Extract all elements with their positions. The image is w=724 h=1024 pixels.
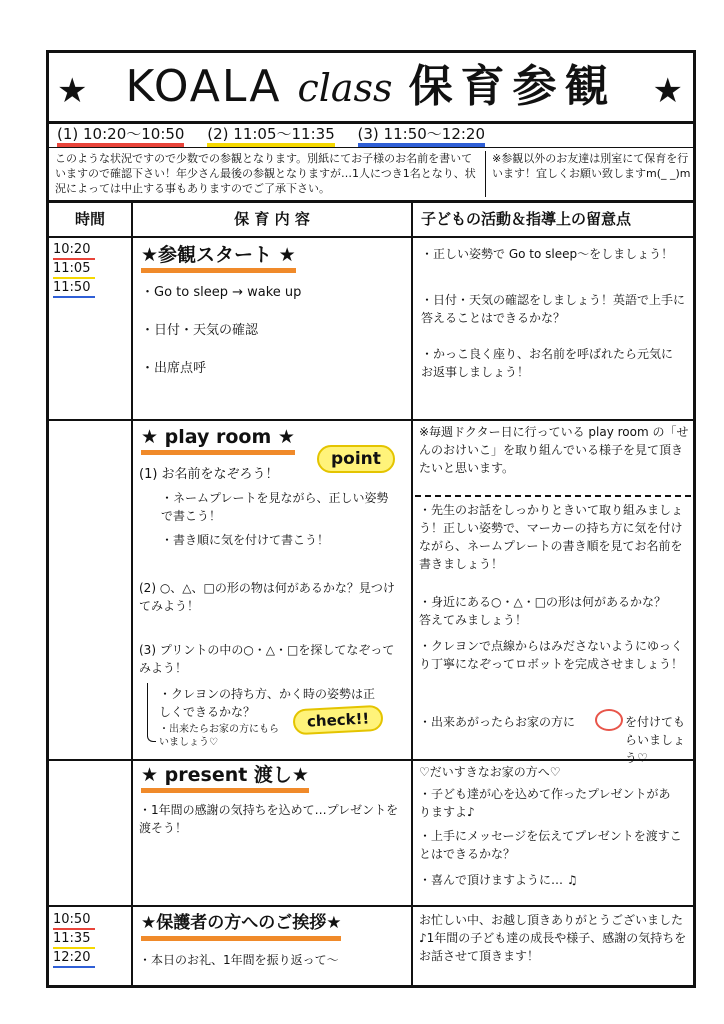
section-3-content	[133, 761, 411, 903]
header-notes: 子どもの活動＆指導上の留意点	[421, 210, 632, 228]
row-divider	[49, 905, 693, 907]
title-main: 保育参観	[408, 61, 617, 112]
dashed-divider	[415, 495, 691, 497]
info-other-children: ※参観以外のお友達は別室にて保育を行います！宜しくお願い致しますm(_ _)m	[485, 151, 692, 197]
star-icon: ★	[652, 71, 685, 111]
time-mark: 11:05	[53, 260, 95, 279]
list-item: を付けてもらいましょう♡	[625, 715, 686, 765]
section-3-notes	[413, 761, 693, 903]
list-item: ・先生のお話をしっかりときいて取り組みましょう！正しい姿勢で、マーカーの持ち方に気を付けながら、ネームプレートの書き順を見てお名前を書きましょう！	[419, 503, 684, 571]
time-mark: 10:20	[53, 241, 95, 260]
title-koala: KOALA	[125, 61, 282, 112]
list-item: ・日付・天気の確認をしましょう！英語で上手に答えることはできるかな？	[421, 293, 686, 325]
table-header	[49, 202, 693, 238]
title-class: class	[297, 66, 393, 110]
list-item: お忙しい中、お越し頂きありがとうございました♪1年間の子ども達の成長や様子、感謝の気持ちをお話させて頂きます！	[419, 913, 687, 963]
section-title: ★ play room ★	[141, 425, 295, 455]
list-item: (2) ○、△、□の形の物は何があるかな？見つけてみよう！	[139, 581, 395, 613]
section-2-content	[133, 423, 411, 757]
section-title: ★参観スタート ★	[141, 243, 296, 273]
list-item: ・1年間の感謝の気持ちを込めて…プレゼントを渡そう！	[139, 803, 399, 835]
list-item: ・出席点呼	[141, 361, 207, 376]
section-1-notes	[413, 241, 693, 417]
session-time-2: (2) 11:05〜11:35	[207, 125, 334, 147]
star-icon: ★	[57, 71, 90, 111]
list-item: ・ネームプレートを見ながら、正しい姿勢で書こう！	[161, 491, 389, 523]
list-item: ・日付・天気の確認	[141, 323, 259, 338]
list-item: ・上手にメッセージを伝えてプレゼントを渡すことはできるかな？	[419, 829, 682, 861]
section-4-notes	[413, 909, 693, 987]
row-divider	[49, 419, 693, 421]
list-item: ・クレヨンの持ち方、かく時の姿勢は正しくできるかな？	[159, 687, 376, 719]
page-title	[49, 59, 693, 116]
list-item: ・喜んで頂けますように… ♫	[419, 873, 578, 887]
list-item: (3) プリントの中の○・△・□を探してなぞってみよう！	[139, 643, 395, 675]
list-item: ・クレヨンで点線からはみださないようにゆっくり丁寧になぞってロボットを完成させましょう！	[419, 639, 684, 671]
section-4-content	[133, 909, 411, 987]
list-item: ・子ども達が心を込めて作ったプレゼントがありますよ♪	[419, 787, 671, 819]
start-times	[53, 241, 95, 298]
end-times	[53, 911, 95, 968]
check-badge: check!!	[292, 705, 384, 736]
list-item: (1) お名前をなぞろう！	[139, 467, 279, 482]
time-mark: 12:20	[53, 949, 95, 968]
section-1-content	[133, 241, 411, 417]
list-item: ・出来たらお家の方にもらいましょう♡	[159, 724, 279, 748]
section-title: ★保護者の方へのご挨拶★	[141, 911, 341, 941]
list-item: ・本日のお礼、1年間を振り返って〜	[139, 953, 339, 967]
bracket	[147, 683, 156, 742]
info-notice: このような状況ですので少数での参観となります。別紙にてお子様のお名前を書いていますので確認下さい！年少さん最後の参観となりますが…1人につき1名となり、状況によっては中止する事もありますのでご了承下さい。	[55, 152, 476, 195]
lesson-plan-sheet	[46, 50, 696, 988]
point-badge: point	[317, 445, 395, 473]
title-row	[49, 53, 693, 124]
list-item: ・出来あがったらお家の方に	[419, 715, 576, 729]
flower-stamp-icon	[595, 709, 623, 731]
notes-intro: ※毎週ドクター日に行っている play room の「せんのおけいこ」を取り組んでいる様子を見て頂きたいと思います。	[419, 425, 689, 475]
section-2-notes-list	[413, 501, 693, 765]
notes-heading: ♡だいすきなお家の方へ♡	[419, 765, 561, 779]
list-item: ・書き順に気を付けて書こう！	[161, 533, 330, 547]
list-item: ・Go to sleep → wake up	[141, 285, 302, 300]
time-mark: 11:35	[53, 930, 95, 949]
section-title: ★ present 渡し★	[141, 763, 309, 793]
time-mark: 11:50	[53, 279, 95, 298]
session-time-1: (1) 10:20〜10:50	[57, 125, 184, 147]
list-item: ・かっこ良く座り、お名前を呼ばれたら元気にお返事しましょう！	[421, 347, 674, 379]
info-box	[49, 147, 693, 203]
list-item: ・正しい姿勢で Go to sleep〜をしましょう！	[421, 247, 674, 261]
time-mark: 10:50	[53, 911, 95, 930]
header-time: 時間	[74, 210, 105, 228]
header-content: 保 育 内 容	[234, 210, 310, 228]
list-item: ・身近にある○・△・□の形は何があるかな？答えてみましょう！	[419, 595, 667, 627]
session-time-3: (3) 11:50〜12:20	[358, 125, 485, 147]
session-times	[57, 125, 503, 147]
